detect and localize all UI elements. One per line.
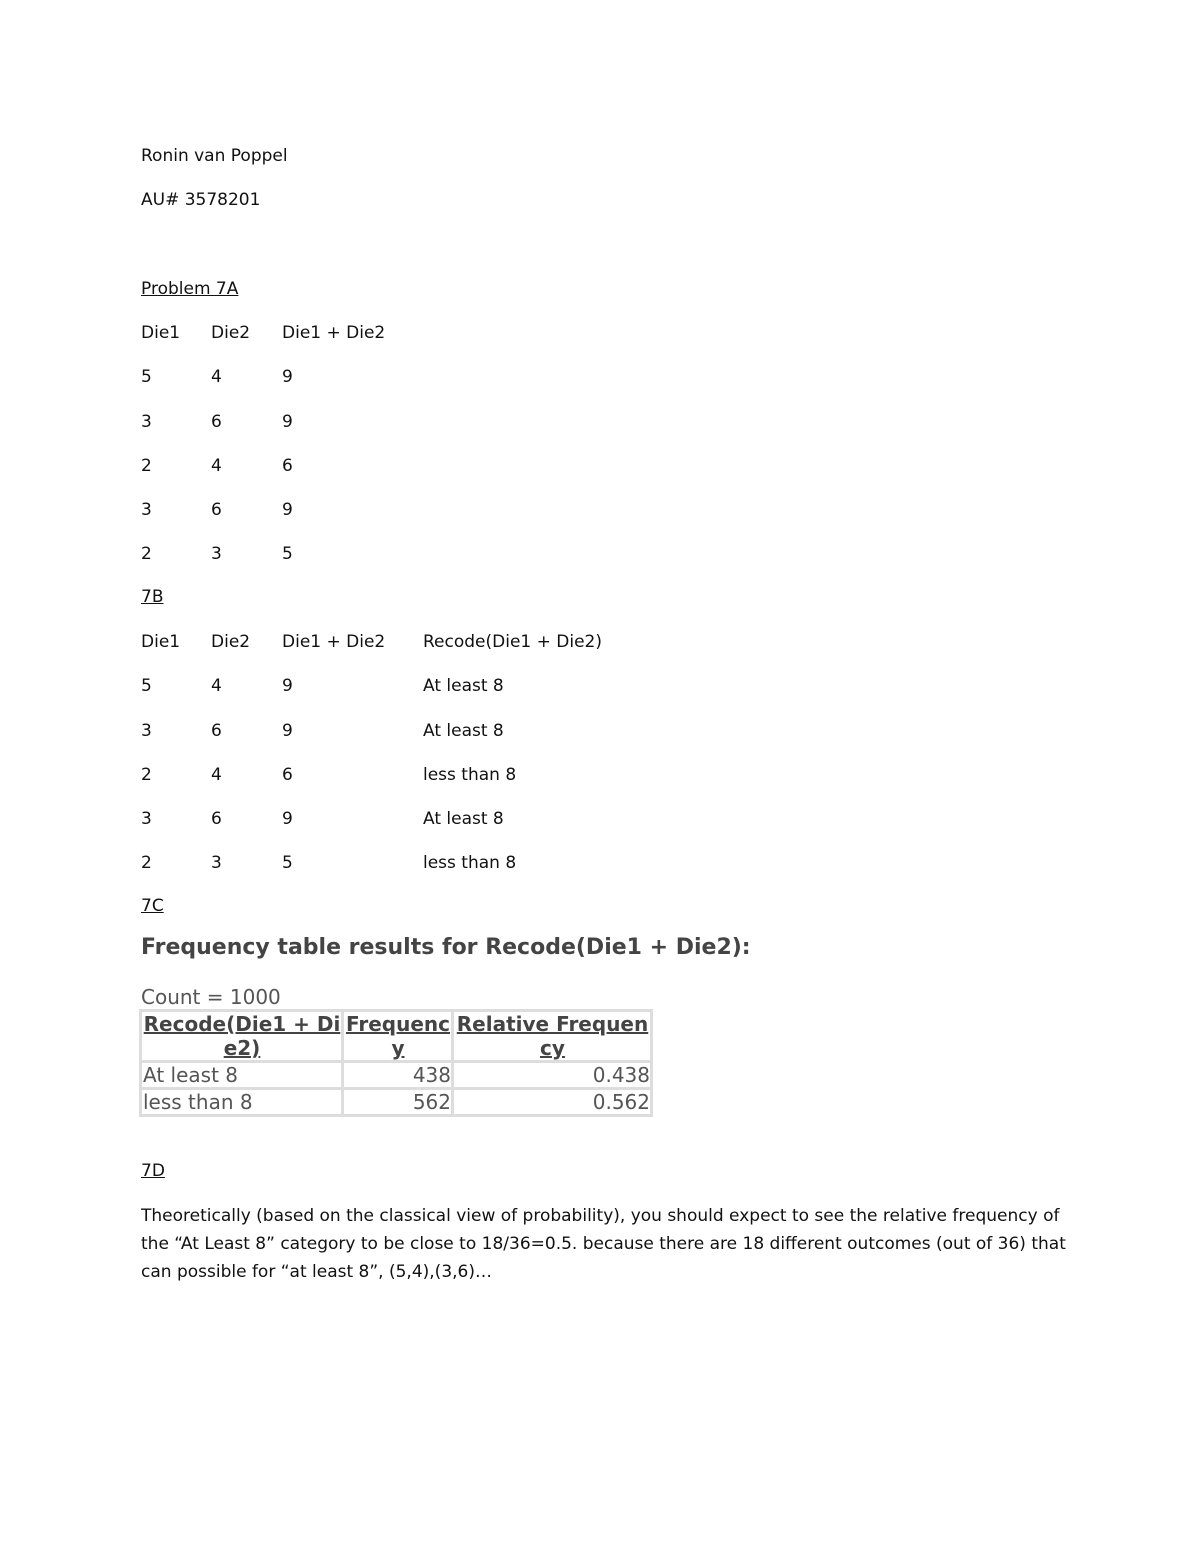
- table-cell: 438: [343, 1062, 453, 1089]
- table-cell: At least 8: [423, 720, 504, 741]
- table-cell: 5: [141, 367, 152, 388]
- frequency-table-title: Frequency table results for Recode(Die1 + Die2):: [141, 935, 751, 960]
- column-header: [141, 1011, 343, 1062]
- column-header: Recode(Die1 + Die2): [423, 632, 602, 652]
- table-cell: 5: [282, 853, 293, 874]
- count-label: Count = 1000: [141, 985, 281, 1009]
- table-cell: 562: [343, 1089, 453, 1116]
- student-name: Ronin van Poppel: [141, 146, 288, 166]
- column-header: Die2: [211, 632, 251, 652]
- table-cell: At least 8: [423, 809, 504, 830]
- column-header: Die2: [211, 323, 251, 343]
- table-cell: 9: [282, 411, 293, 432]
- column-header: [453, 1011, 652, 1062]
- table-cell: 0.562: [453, 1089, 652, 1116]
- table-cell: 9: [282, 809, 293, 830]
- table-cell: At least 8: [141, 1062, 343, 1089]
- column-header: Die1: [141, 632, 181, 652]
- problem-7c-heading: 7C: [141, 896, 164, 916]
- problem-7b-heading: 7B: [141, 587, 164, 607]
- column-header: Die1 + Die2: [282, 632, 386, 652]
- table-cell: At least 8: [423, 676, 504, 697]
- table-cell: 2: [141, 455, 152, 476]
- column-header-label: Recode(Die1 + Die2): [143, 1012, 341, 1060]
- column-header-label: Frequency: [345, 1012, 451, 1060]
- table-cell: 3: [211, 544, 222, 565]
- table-cell: 6: [282, 764, 293, 785]
- table-header-row: [141, 1011, 652, 1062]
- problem-7d-heading: 7D: [141, 1161, 165, 1181]
- table-cell: 2: [141, 544, 152, 565]
- table-cell: 6: [282, 455, 293, 476]
- frequency-table: [139, 1009, 653, 1117]
- column-header: Die1: [141, 323, 181, 343]
- table-cell: 9: [282, 720, 293, 741]
- table-cell: less than 8: [141, 1089, 343, 1116]
- table-cell: 3: [141, 500, 152, 521]
- problem-7d-answer: Theoretically (based on the classical view of probability), you should expect to see the relative frequency of the “At Least 8” category to be close to 18/36=0.5. because there are 18 different outcomes (out of 36) that can possible for “at least 8”, (5,4),(3,6)…: [141, 1206, 1066, 1282]
- table-cell: 3: [141, 720, 152, 741]
- table-cell: 4: [211, 455, 222, 476]
- table-cell: 9: [282, 367, 293, 388]
- student-id: AU# 3578201: [141, 190, 261, 210]
- problem-7a-heading: Problem 7A: [141, 279, 239, 299]
- column-header: Die1 + Die2: [282, 323, 386, 343]
- table-cell: 3: [141, 411, 152, 432]
- table-cell: 2: [141, 764, 152, 785]
- table-cell: 0.438: [453, 1062, 652, 1089]
- column-header: [343, 1011, 453, 1062]
- table-cell: 6: [211, 411, 222, 432]
- table-cell: 6: [211, 500, 222, 521]
- table-cell: 5: [282, 544, 293, 565]
- table-cell: 2: [141, 853, 152, 874]
- table-cell: 4: [211, 367, 222, 388]
- table-cell: 3: [141, 809, 152, 830]
- column-header-label: Relative Frequency: [456, 1012, 649, 1060]
- table-cell: 6: [211, 720, 222, 741]
- table-cell: 9: [282, 676, 293, 697]
- table-cell: less than 8: [423, 764, 517, 785]
- table-cell: less than 8: [423, 853, 517, 874]
- table-row: [141, 1062, 652, 1089]
- table-cell: 4: [211, 764, 222, 785]
- table-cell: 5: [141, 676, 152, 697]
- table-cell: 6: [211, 809, 222, 830]
- table-cell: 4: [211, 676, 222, 697]
- table-cell: 9: [282, 500, 293, 521]
- table-cell: 3: [211, 853, 222, 874]
- table-row: [141, 1089, 652, 1116]
